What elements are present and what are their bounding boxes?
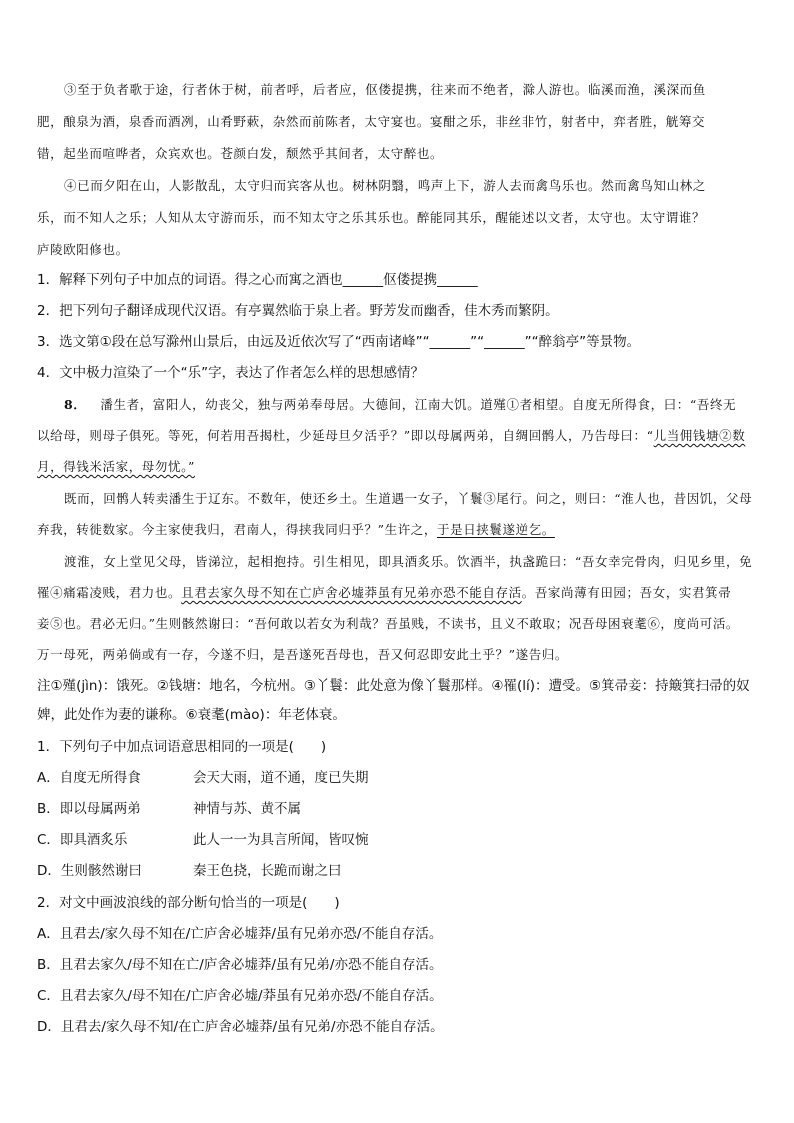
wavy-underlined-text: 且君去家久母不知在亡庐舍必墟莽虽有兄弟亦恐不能自存活 bbox=[181, 585, 522, 600]
passage1-line: ④已而夕阳在山，人影散乱，太守归而宾客从也。树林阴翳，鸣声上下，游人去而禽鸟乐也。然而禽鸟知山林之 bbox=[64, 178, 706, 193]
wavy-underlined-text: 月，得钱米活家，母勿忧。” bbox=[37, 459, 195, 474]
mc-question-1-stem: 1．下列句子中加点词语意思相同的一项是( ) bbox=[37, 739, 327, 755]
passage2-line: 万一母死，两弟倘或有一存，今遂不归，是吾遂死吾母也，吾又何忍即安此土乎？”遂告归。 bbox=[37, 647, 568, 662]
passage2-line bbox=[37, 457, 777, 479]
annotation-notes: 婢，此处作为妻的谦称。⑥衰耄(mào)：年老体衰。 bbox=[37, 707, 346, 723]
mc-question-2-option-c: C．且君去家久/母不知在/亡庐舍必墟/莽虽有兄弟亦恐/不能自存活。 bbox=[37, 988, 443, 1004]
question-number: 8． bbox=[64, 397, 87, 412]
passage1-line: 乐，而不知人之乐；人知从太守游而乐，而不知太守之乐其乐也。醉能同其乐，醒能述以文者，太守也。太守谓谁？ bbox=[37, 210, 706, 225]
question-4-text: 4．文中极力渲染了一个“乐”字，表达了作者怎么样的思想感情？ bbox=[37, 365, 425, 381]
passage1-line: 肥，酿泉为酒，泉香而酒冽，山肴野蔌，杂然而前陈者，太守宴也。宴酣之乐，非丝非竹，射者中，弈者胜，觥筹交 bbox=[37, 114, 706, 129]
wavy-underlined-text: 儿当佣钱塘②数 bbox=[653, 428, 746, 443]
passage1-line: 庐陵欧阳修也。 bbox=[37, 242, 129, 257]
underlined-text: 于是日挟鬟遂逆乞。 bbox=[437, 522, 555, 537]
question-2-text: 2．把下列句子翻译成现代汉语。有亭翼然临于泉上者。野芳发而幽香，佳木秀而繁阴。 bbox=[37, 303, 559, 319]
mc-question-1-option-b: B．即以母属两弟 神情与苏、黄不属 bbox=[37, 801, 301, 817]
passage1-line: 错，起坐而喧哗者，众宾欢也。苍颜白发，颓然乎其间者，太守醉也。 bbox=[37, 146, 444, 161]
question-3-text: 3．选文第①段在总写滁州山景后，由远及近依次写了“西南诸峰”“______”“______”“醉翁亭”等景物。 bbox=[37, 334, 641, 350]
passage2-line: 罹④痛霜凌贱，君力也。且君去家久母不知在亡庐舍必墟莽虽有兄弟亦恐不能自存活。吾家尚薄有田园；吾女，实君箕帚 bbox=[37, 585, 732, 600]
mc-question-2-option-b: B．且君去家久/母不知在亡/庐舍必墟莽/虽有兄弟/亦恐不能自存活。 bbox=[37, 957, 443, 973]
passage2-paragraph-3: 渡淮，女上堂见父母，皆涕泣，起相抱持。引生相见，即具酒炙乐。饮酒半，执盏跪曰：“吾女幸完骨肉，归见乡里，免 bbox=[64, 554, 753, 569]
passage2-line: 弃我，转徙数家。今主家使我归，君南人，得挟我同归乎？”生许之，于是日挟鬟遂逆乞。 bbox=[37, 522, 555, 537]
passage2-paragraph-2: 既而，回鹘人转卖潘生于辽东。不数年，使还乡土。生道遇一女子，丫鬟③尾行。问之，则曰：“淮人也，昔因饥，父母 bbox=[64, 491, 753, 506]
passage2-paragraph-1: 8． 潘生者，富阳人，幼丧父，独与两弟奉母居。大德间，江南大饥。道殣①者相望。自度无所得食，曰：“吾终无 bbox=[64, 397, 737, 412]
annotation-notes: 注①殣(jìn)：饿死。②钱塘：地名，今杭州。③丫鬟：此处意为像丫鬟那样。④罹(lí)：遭受。⑤箕帚妾：持簸箕扫帚的奴 bbox=[37, 678, 750, 694]
passage2-line: 妾⑤也。君必无归。”生则骸然谢曰：“吾何敢以若女为利哉？吾虽贱，不读书，且义不敢取；况吾母困衰耄⑥，度尚可活。 bbox=[37, 616, 740, 631]
mc-question-1-option-c: C．即具酒炙乐 此人一一为具言所闻，皆叹惋 bbox=[37, 832, 369, 848]
mc-question-2-option-d: D．且君去/家久母不知/在亡庐舍必墟莽/虽有兄弟/亦恐不能自存活。 bbox=[37, 1019, 444, 1035]
mc-question-1-option-d: D．生则骸然谢曰 秦王色挠，长跪而谢之曰 bbox=[37, 863, 342, 879]
mc-question-1-option-a: A．自度无所得食 会天大雨，道不通，度已失期 bbox=[37, 770, 369, 786]
mc-question-2-option-a: A．且君去/家久母不知在/亡庐舍必墟莽/虽有兄弟亦恐/不能自存活。 bbox=[37, 926, 443, 942]
passage2-line: 以给母，则母子俱死。等死，何若用吾揭杜，少延母旦夕活乎？”即以母属两弟，自绸回鹘人，乃告母曰：“儿当佣钱塘②数 bbox=[37, 428, 746, 443]
passage1-line: ③至于负者歌于途，行者休于树，前者呼，后者应，伛偻提携，往来而不绝者，滁人游也。临溪而渔，溪深而鱼 bbox=[64, 82, 706, 97]
mc-question-2-stem: 2．对文中画波浪线的部分断句恰当的一项是( ) bbox=[37, 895, 340, 911]
question-1-text: 1．解释下列句子中加点的词语。得之心而寓之酒也______伛偻提携______ bbox=[37, 272, 478, 288]
